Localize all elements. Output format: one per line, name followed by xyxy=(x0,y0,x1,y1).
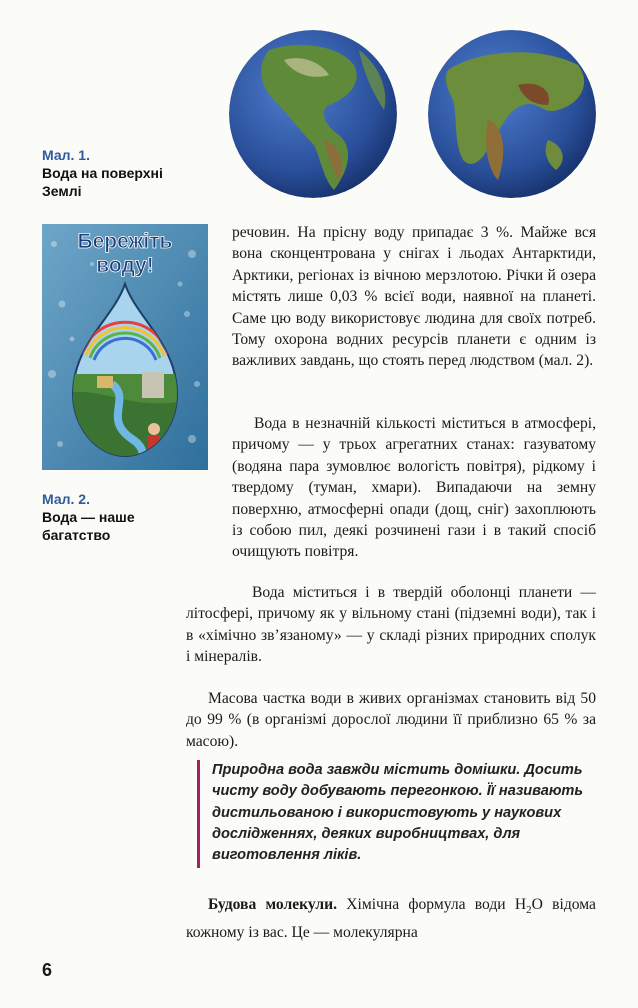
page-number: 6 xyxy=(42,960,53,980)
globe-americas-image xyxy=(229,30,397,198)
figure-2-number: Мал. 2. xyxy=(42,491,90,507)
poster-title-line-1: Бережіть xyxy=(77,230,173,253)
body-paragraph: речовин. На прісну воду припадає 3 %. Майже вся вона сконцентрована у снігах і льодах Антарктиди, Арктики, регіонах із вічною мерзлотою. Річки й озера містять лише 0,03 % всієї води, наявної на планеті. Саме цю воду використовує людина для своїх потреб. Тому охорона водних ресурсів планети є одним із важливих завдань, що стоять перед людством (мал. 2). xyxy=(232,224,596,370)
body-paragraph: Масова частка води в живих організмах становить від 50 до 99 % (в організмі дорослої людини її приблизно 65 % за масою). xyxy=(186,690,596,750)
body-paragraph xyxy=(186,894,596,943)
body-paragraph: Вода міститься і в твердій оболонці планети — літосфері, причому як у вільному стані (підземні води), так і в «хімічно зв’язаному» — у складі різних природних сполук і мінералів. xyxy=(186,584,596,666)
figure-2-caption-line: Вода — наше xyxy=(42,509,135,525)
figure-1-caption-line: Землі xyxy=(42,183,82,199)
poster-title-line-2: воду! xyxy=(96,254,154,277)
figure-2-caption xyxy=(42,490,202,544)
subscript: 2 xyxy=(526,904,532,917)
figure-1-number: Мал. 1. xyxy=(42,147,90,163)
figure-1-caption xyxy=(42,146,222,200)
globe-eurasia-image xyxy=(428,30,596,198)
figure-1-caption-line: Вода на поверхні xyxy=(42,165,163,181)
water-poster-image xyxy=(42,224,208,470)
body-text: O відома кожному із вас. Це — молекулярна xyxy=(186,896,596,941)
body-paragraph: Вода в незначній кількості міститься в атмосфері, причому — у трьох агрегатних станах: газуватому (водяна пара зумовлює вологість повітря), рідкому і твердому (туман, хмари). Випадаючи на земну поверхню, атмосферні опади (дощ, сніг) захоплюють із собою пил, деякі розчинені гази і в такий спосіб очищують повітря. xyxy=(232,415,596,561)
figure-2-caption-line: багатство xyxy=(42,527,111,543)
body-text: Хімічна формула води H xyxy=(336,896,527,913)
highlighted-note: Природна вода завжди містить домішки. Досить чисту воду добувають перегонкою. Її називають дистильованою і використовують у наукових дослідженнях, деяких виробництвах, для виготовлення ліків. xyxy=(197,760,597,868)
section-lede: Будова молекули. xyxy=(208,896,337,913)
